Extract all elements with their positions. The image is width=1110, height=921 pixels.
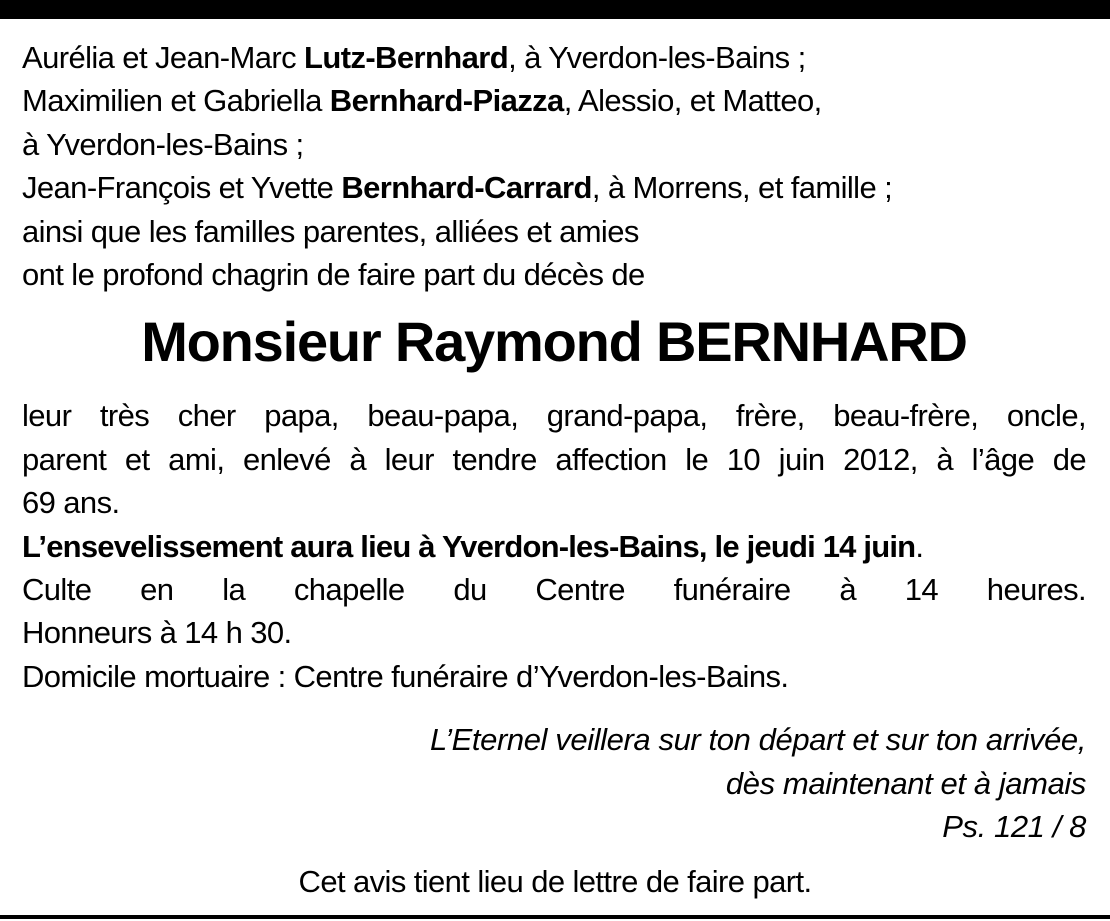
family-line-1-text: Aurélia et Jean-Marc (22, 40, 305, 75)
family-line-4 (22, 166, 1086, 209)
funeral-announcement-period: . (915, 528, 924, 564)
funeral-domicile: Domicile mortuaire : Centre funéraire d’Yverdon-les-Bains. (22, 658, 789, 694)
family-line-3: à Yverdon-les-Bains ; (22, 126, 304, 162)
bottom-rule (0, 915, 1110, 919)
family-name-bernhard-piazza: Bernhard-Piazza (329, 83, 564, 119)
family-line-6: ont le profond chagrin de faire part du décès de (22, 257, 645, 293)
family-name-lutz-bernhard: Lutz-Bernhard (304, 40, 509, 75)
deceased-name: Monsieur Raymond BERNHARD (141, 310, 967, 374)
death-notice (22, 36, 1086, 849)
family-line-2-text: Maximilien et Gabriella (22, 83, 330, 119)
funeral-announcement (22, 525, 1086, 568)
verse-reference: Ps. 121 / 8 (942, 809, 1086, 845)
family-line-2 (22, 79, 1086, 122)
family-line-1-place: , à Yverdon-les-Bains ; (508, 40, 806, 75)
family-name-bernhard-carrard: Bernhard-Carrard (341, 170, 592, 206)
verse-line-1: L’Eternel veillera sur ton départ et sur ton arrivée, (430, 722, 1086, 758)
description-line-1: leur très cher papa, beau-papa, grand-papa, frère, beau-frère, oncle, (22, 398, 1086, 434)
verse-line-2: dès maintenant et à jamais (725, 765, 1086, 801)
funeral-culte: Culte en la chapelle du Centre funéraire à 14 heures. (22, 572, 1086, 608)
closing-note: Cet avis tient lieu de lettre de faire part. (298, 864, 812, 899)
family-line-4-text: Jean-François et Yvette (22, 170, 342, 206)
description-line-3: 69 ans. (22, 485, 120, 521)
bible-verse (22, 718, 1086, 848)
funeral-announcement-text: L’ensevelissement aura lieu à Yverdon-les-Bains, le jeudi 14 juin (22, 528, 916, 564)
family-line-4-place: , à Morrens, et famille ; (591, 170, 893, 206)
description (22, 394, 1086, 524)
family-line-5: ainsi que les familles parentes, alliées et amies (22, 213, 639, 249)
family-line-1 (22, 36, 1086, 79)
funeral-honneurs: Honneurs à 14 h 30. (22, 615, 292, 651)
description-line-2: parent et ami, enlevé à leur tendre affection le 10 juin 2012, à l’âge de (22, 441, 1086, 477)
family-line-2-children: , Alessio, et Matteo, (563, 83, 822, 119)
funeral-details (22, 525, 1086, 699)
top-rule (0, 0, 1110, 19)
